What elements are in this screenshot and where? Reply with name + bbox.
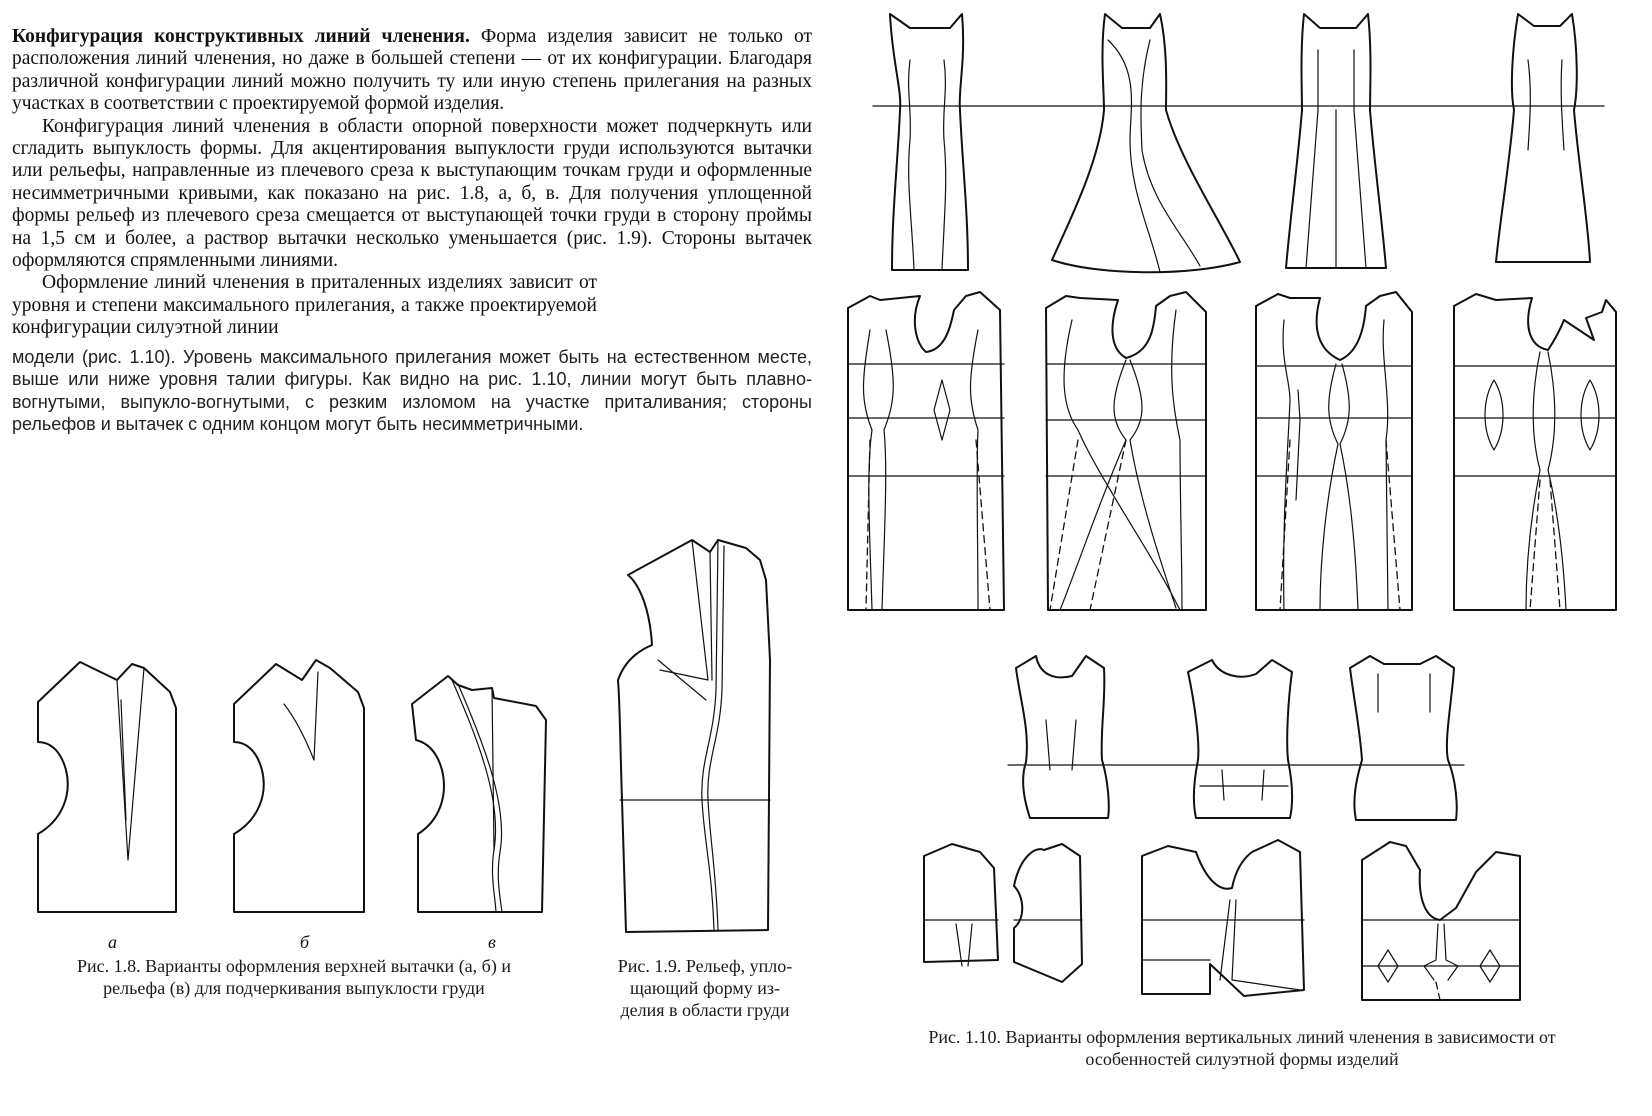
figure-1-10-dress-4 xyxy=(1496,14,1590,262)
figure-1-10-pattern-3 xyxy=(1256,292,1412,610)
figure-1-8-label-a: а xyxy=(108,932,117,952)
figure-1-8-label-b: б xyxy=(300,932,310,952)
paragraph-3-end: модели (рис. 1.10). Уровень максимального прилегания может быть на естественном месте, выше или ниже уровня талии фигуры. Как видно на рис. 1.10, линии могут быть плавно-вогнутыми, выпукло-вогнутыми, с резким изломом на участке приталивания; стороны рельефов и вытачек с одним концом могут быть несимметричными. xyxy=(12,346,812,435)
figure-1-10-caption-line-2: особенностей силуэтной формы изделий xyxy=(1085,1049,1399,1069)
figure-1-8-label-c: в xyxy=(488,932,496,952)
figure-1-9-caption-line-2: щающий форму из- xyxy=(630,978,780,998)
section-heading: Конфигурация конструктивных линий членения. xyxy=(12,26,470,47)
paragraph-3-start: Оформление линий членения в приталенных изделиях зависит от уровня и степени максимального прилегания, а также проектируемой конфигурации силуэтной линии xyxy=(12,272,597,339)
figure-1-10-caption-line-1: Рис. 1.10. Варианты оформления вертикальных линий членения в зависимости от xyxy=(928,1027,1556,1047)
figure-1-10-bodice-3 xyxy=(1350,656,1457,820)
figure-1-10-pattern-2 xyxy=(1046,292,1206,610)
figure-1-8-caption xyxy=(24,955,564,999)
figure-1-8-b xyxy=(234,660,364,912)
figure-1-9-caption-line-3: делия в области груди xyxy=(620,1000,790,1020)
figure-1-10-dress-3 xyxy=(1286,14,1386,268)
figure-1-10-dress-1 xyxy=(890,14,968,270)
figure-1-10-piece-1 xyxy=(924,844,1082,982)
figure-1-10-dress-2 xyxy=(1052,14,1240,272)
figure-1-10-caption xyxy=(862,1026,1622,1070)
figure-1-9-caption xyxy=(600,955,810,1021)
paragraph-2: Конфигурация линий членения в области опорной поверхности может подчеркнуть или сгладить выпуклость формы. Для акцентирования выпуклости груди используются вытачки или рельефы, направленные из плечевого среза к выступающим точкам груди и оформленные несимметричными кривыми, как показано на рис. 1.8, а, б, в. Для получения уплощенной формы рельеф из плечевого среза смещается от выступающей точки груди в сторону проймы на 1,5 см и более, а раствор вытачки несколько уменьшается (рис. 1.9). Стороны вытачек оформляются спрямленными линиями. xyxy=(12,115,812,272)
figure-1-8-a xyxy=(38,662,176,912)
paragraph-1-body: Форма изделия зависит не только от расположения линий членения, но даже в большей степени — от их конфигурации. Благодаря различной конфигурации линий можно получить ту или иную степень прилегания на разных участках в соответствии с проектируемой формой изделия. xyxy=(12,26,812,115)
figure-1-9 xyxy=(618,540,770,932)
figure-1-10-piece-3 xyxy=(1362,842,1520,1000)
figure-1-8-caption-line-2: рельефа (в) для подчеркивания выпуклости груди xyxy=(103,978,485,998)
figure-1-9-caption-line-1: Рис. 1.9. Рельеф, упло- xyxy=(617,956,793,976)
figure-1-8-c xyxy=(412,676,546,912)
figure-1-10-pattern-1 xyxy=(848,292,1004,610)
figure-1-10-piece-2 xyxy=(1142,840,1304,996)
figure-1-8-caption-line-1: Рис. 1.8. Варианты оформления верхней вытачки (а, б) и xyxy=(77,956,511,976)
figure-1-10-pattern-4 xyxy=(1454,294,1616,610)
figure-1-10-bodice-1 xyxy=(1016,656,1109,818)
figure-1-10-bodice-2 xyxy=(1188,660,1292,818)
